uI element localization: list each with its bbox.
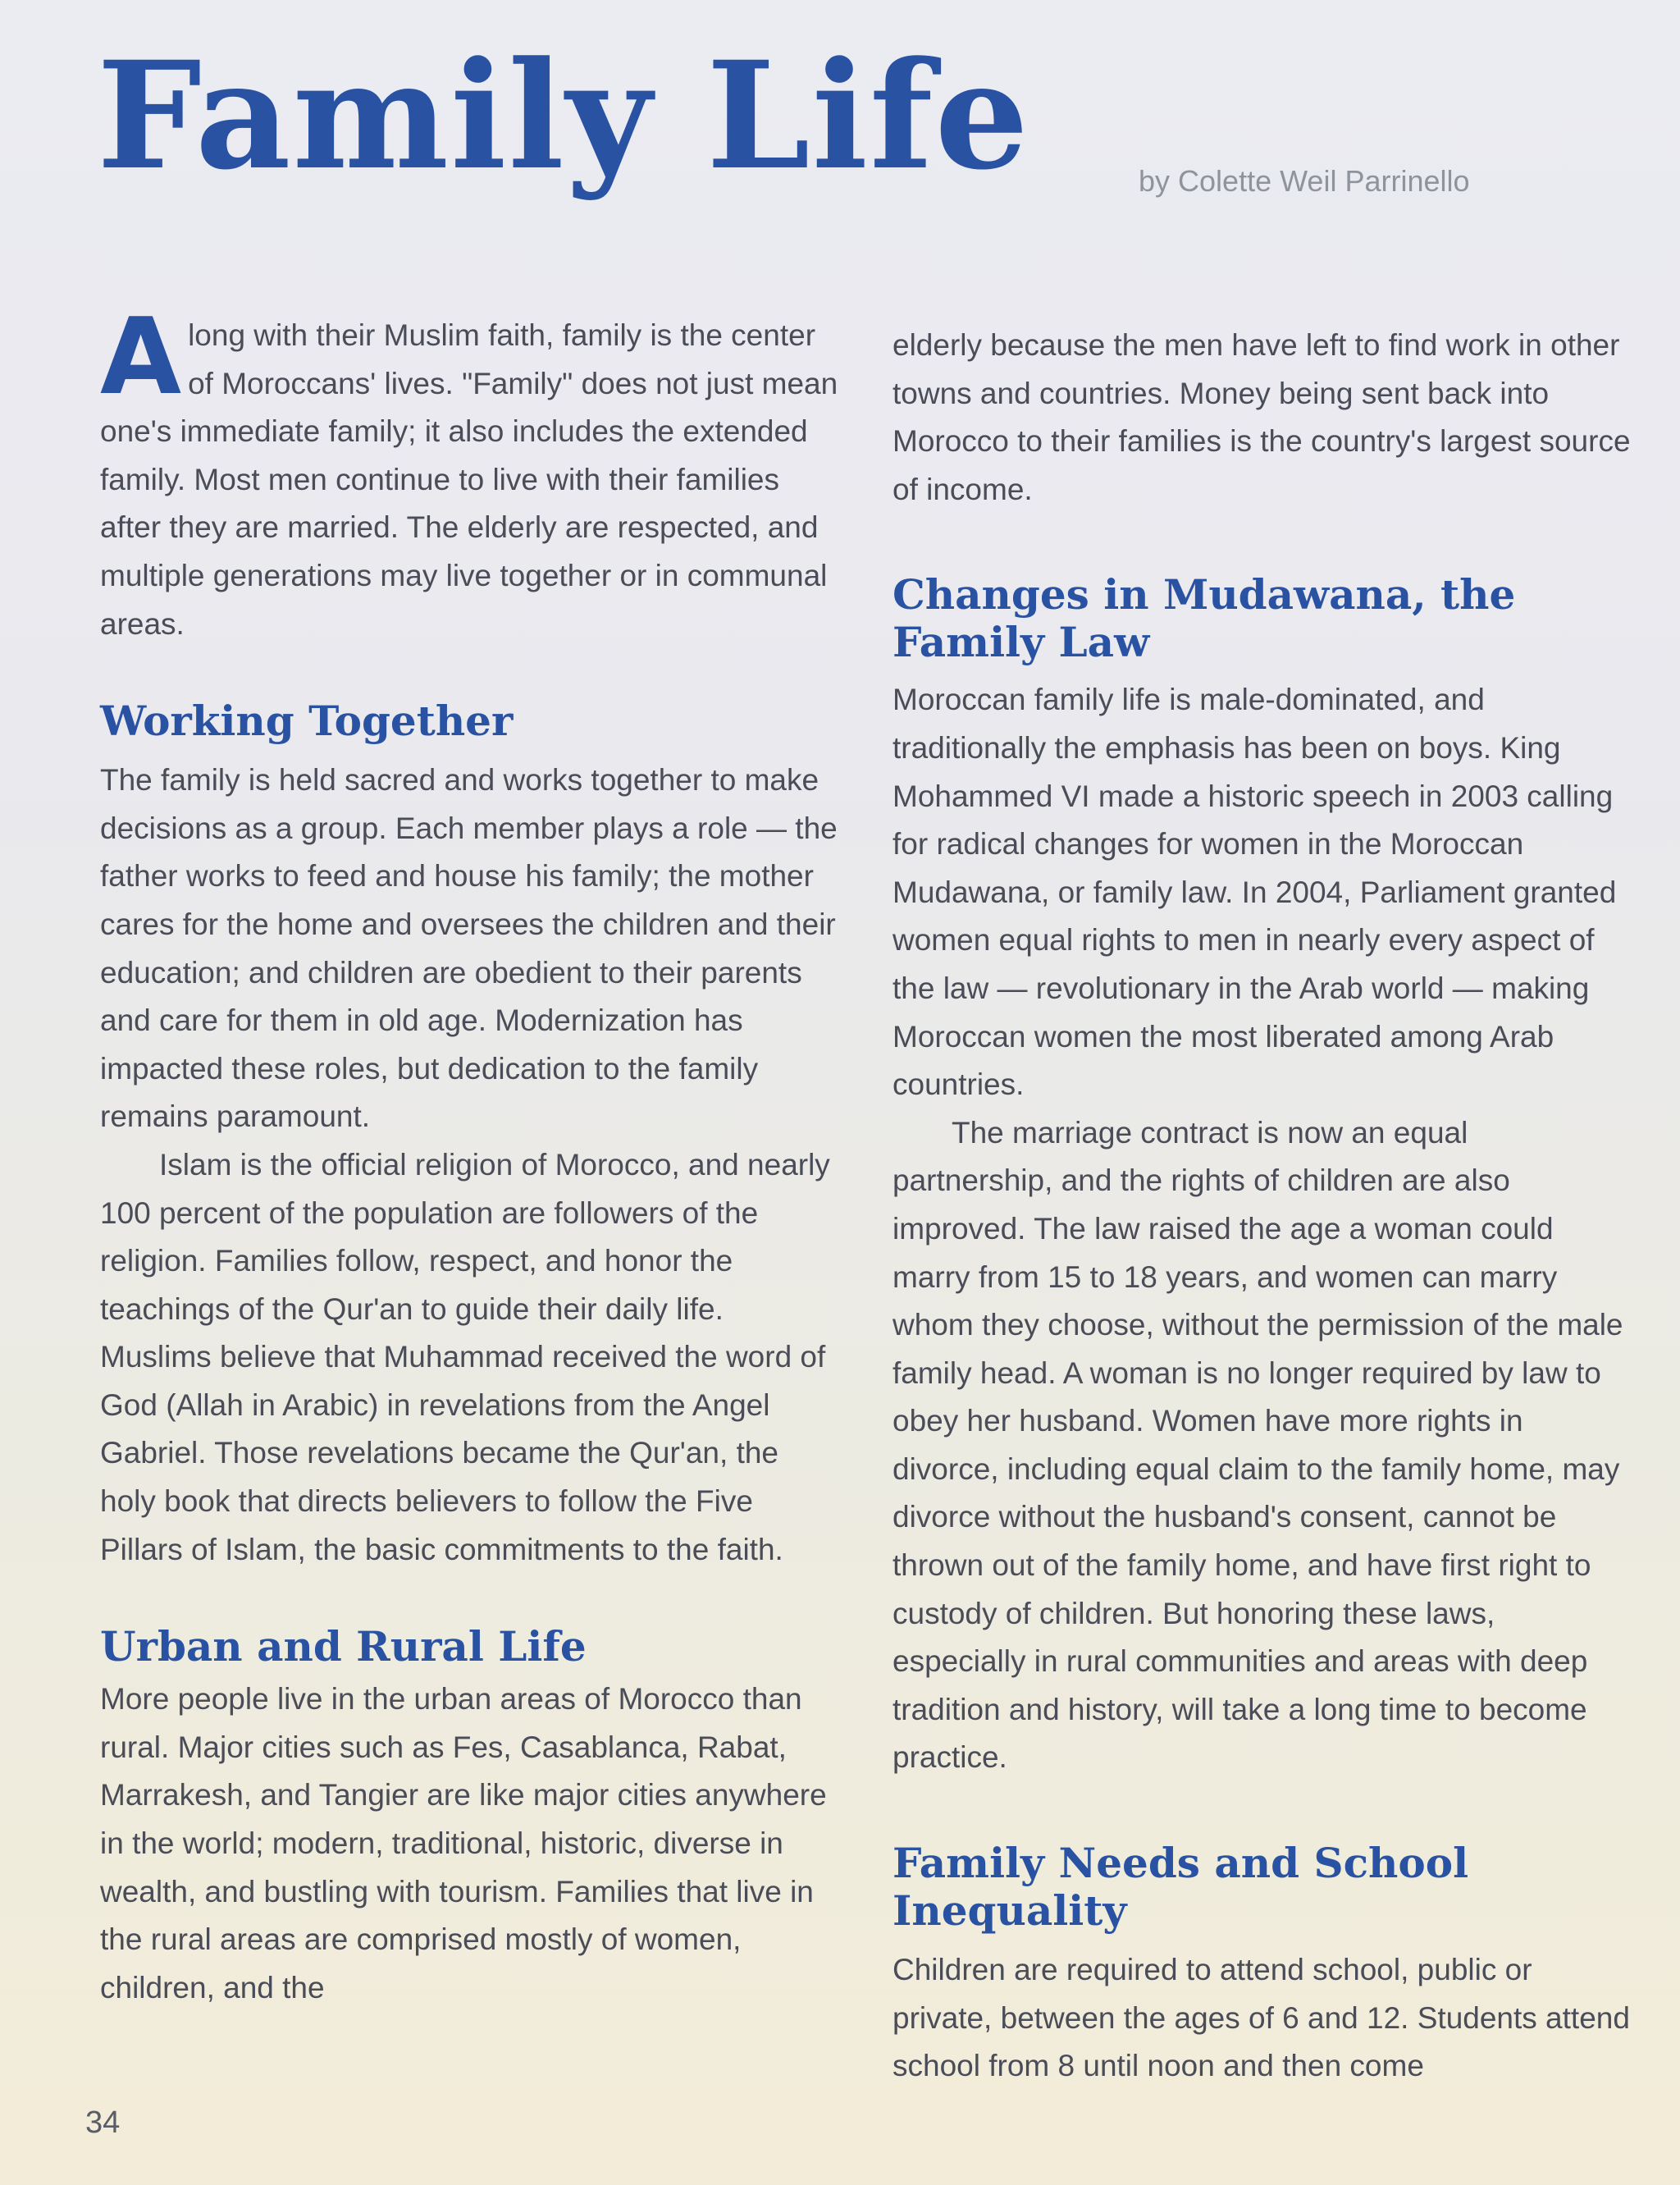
urban-rural-continued: elderly because the men have left to find work in other towns and countries. Money being sent back into Morocco to their families is the country's largest source of income. <box>892 328 1631 506</box>
intro-text: long with their Muslim faith, family is the center of Moroccans' lives. "Family" does not just mean one's immediate family; it also includes the extended family. Most men continue to live with their families after they are married. The elderly are respected, and multiple generations may live together or in communal areas. <box>100 318 838 641</box>
mudawana-paragraph-1: Moroccan family life is male-dominated, and traditionally the emphasis has been on boys. King Mohammed VI made a historic speech in 2003 calling for radical changes for women in the Moroccan Mudawana, or family law. In 2004, Parliament granted women equal rights to men in nearly every aspect of the law — revolutionary in the Arab world — making Moroccan women the most liberated among Arab countries. <box>892 683 1617 1102</box>
drop-cap: A <box>100 296 182 418</box>
working-together-paragraph-2: Islam is the official religion of Morocco, and nearly 100 percent of the population are followers of the religion. Families follow, respect, and honor the teachings of the Qur'an to guide their daily life. Muslims believe that Muhammad received the word of God (Allah in Arabic) in revelations from the Angel Gabriel. Those revelations became the Qur'an, the holy book that directs believers to follow the Five Pillars of Islam, the basic commitments to the faith. <box>100 1147 830 1566</box>
mudawana-paragraph-2: The marriage contract is now an equal partnership, and the rights of children are also improved. The law raised the age a woman could marry from 15 to 18 years, and women can marry whom they choose, without the permission of the male family head. A woman is no longer required by law to obey her husband. Women have more rights in divorce, including equal claim to the family home, may divorce without the husband's consent, cannot be thrown out of the family home, and have first right to custody of children. But honoring these laws, especially in rural communities and areas with deep tradition and history, will take a long time to become practice. <box>892 1115 1623 1775</box>
heading-working-together: Working Together <box>100 697 514 746</box>
article-title: Family Life <box>97 30 1030 203</box>
heading-mudawana: Changes in Mudawana, the Family Law <box>892 570 1516 667</box>
heading-urban-rural: Urban and Rural Life <box>100 1622 587 1671</box>
school-paragraph: Children are required to attend school, public or private, between the ages of 6 and 12. Students attend school from 8 until noon and then come <box>892 1953 1630 2083</box>
left-column <box>100 296 842 2012</box>
urban-rural-paragraph: More people live in the urban areas of Morocco than rural. Major cities such as Fes, Casablanca, Rabat, Marrakesh, and Tangier are like major cities anywhere in the world; modern, traditional, historic, diverse in wealth, and bustling with tourism. Families that live in the rural areas are comprised mostly of women, children, and the <box>100 1682 827 2004</box>
byline: by Colette Weil Parrinello <box>1139 164 1470 198</box>
working-together-paragraph-1: The family is held sacred and works together to make decisions as a group. Each member plays a role — the father works to feed and house his family; the mother cares for the home and oversees the children and their education; and children are obedient to their parents and care for them in old age. Modernization has impacted these roles, but dedication to the family remains paramount. <box>100 763 838 1134</box>
heading-school-inequality: Family Needs and School Inequality <box>892 1839 1469 1936</box>
page-number: 34 <box>85 2105 121 2140</box>
intro-paragraph <box>100 296 842 648</box>
right-column <box>892 322 1635 2091</box>
